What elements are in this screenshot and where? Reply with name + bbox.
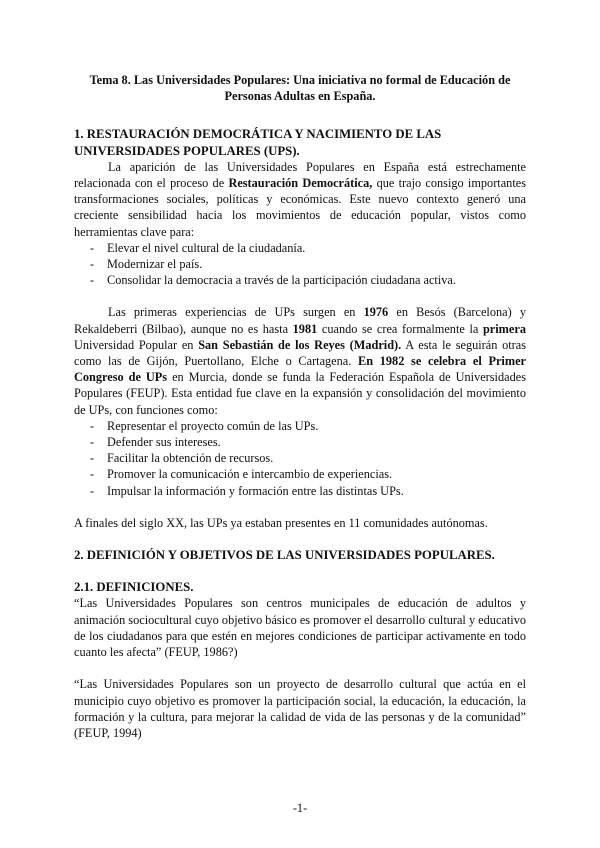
paragraph-text: en Besós (Barcelona) y Rekaldeberri (Bilbao), aunque no es hasta: [74, 305, 526, 336]
goals-list: [74, 240, 526, 289]
list-item: - Modernizar el país.: [90, 256, 526, 272]
paragraph-text: en Murcia, donde se funda la Federación Española de Universidades Populares (FEUP). Esta entidad fue clave en la expansión y consolidación del movimiento de UPs, con funciones como:: [74, 370, 526, 417]
emphasis-text: 1976: [363, 305, 389, 320]
paragraph-text: cuando se crea formalmente la: [317, 321, 483, 336]
section-1-heading: 1. RESTAURACIÓN DEMOCRÁTICA Y NACIMIENTO DE LAS UNIVERSIDADES POPULARES (UPS).: [74, 127, 442, 158]
section-1-paragraph-1: [74, 159, 526, 240]
document-title: [74, 72, 526, 104]
emphasis-text: 1981: [292, 321, 318, 336]
list-item: - Consolidar la democracia a través de la participación ciudadana activa.: [90, 272, 526, 288]
list-item: - Promover la comunicación e intercambio de experiencias.: [90, 466, 526, 482]
document-title-line-2: Personas Adultas en España.: [224, 89, 376, 104]
paragraph-text: que trajo consigo importantes transformaciones sociales, políticas y económicas. Este nuevo contexto generó una creciente sensibilidad hacia los movimientos de educación popular, vistos como herramientas clave para:: [74, 176, 526, 239]
emphasis-text: primera: [482, 321, 526, 336]
emphasis-text: San Sebastián de los Reyes (Madrid).: [198, 337, 402, 352]
paragraph-text: Universidad Popular en: [74, 337, 199, 352]
definition-quote-1: “Las Universidades Populares son centros municipales de educación de adultos y animación sociocultural cuyo objetivo básico es promover el desarrollo cultural y educativo de los ciudadanos para que estén en mejores condiciones de participar activamente en todo cuanto les afecta” (FEUP, 1986?): [74, 596, 526, 660]
page-number: -1-: [292, 801, 308, 815]
section-1-paragraph-3: A finales del siglo XX, las UPs ya estaban presentes en 11 comunidades autónomas.: [74, 515, 488, 530]
document-title-line-1: Tema 8. Las Universidades Populares: Una iniciativa no formal de Educación de: [89, 73, 511, 87]
feup-functions-list: [74, 418, 526, 499]
list-item: - Defender sus intereses.: [90, 434, 526, 450]
list-item: - Representar el proyecto común de las UPs.: [90, 418, 526, 434]
section-1-paragraph-2: [74, 304, 526, 417]
list-item: - Facilitar la obtención de recursos.: [90, 450, 526, 466]
emphasis-text: En 1982 se celebra el Primer Congreso de UPs: [74, 354, 526, 385]
definition-quote-2: “Las Universidades Populares son un proyecto de desarrollo cultural que actúa en el municipio cuyo objetivo es promover la participación social, la educación, la educación, la formación y la cultura, para mejorar la calidad de vida de las personas y de la comunidad” (FEUP, 1994): [74, 677, 526, 740]
subsection-2-1-heading: 2.1. DEFINICIONES.: [74, 580, 194, 595]
list-item: - Elevar el nivel cultural de la ciudadanía.: [90, 240, 526, 256]
emphasis-text: Restauración Democrática,: [228, 176, 373, 191]
paragraph-text: Las primeras experiencias de UPs surgen en: [108, 305, 364, 320]
paragraph-text: A esta le seguirán otras como las de Gijón, Puertollano, Elche o Cartagena.: [74, 337, 527, 369]
section-2-heading: 2. DEFINICIÓN Y OBJETIVOS DE LAS UNIVERSIDADES POPULARES.: [74, 548, 495, 563]
paragraph-text: La aparición de las Universidades Populares en España está estrechamente relacionada con el proceso de: [74, 159, 526, 191]
list-item: - Impulsar la información y formación entre las distintas UPs.: [90, 483, 526, 499]
